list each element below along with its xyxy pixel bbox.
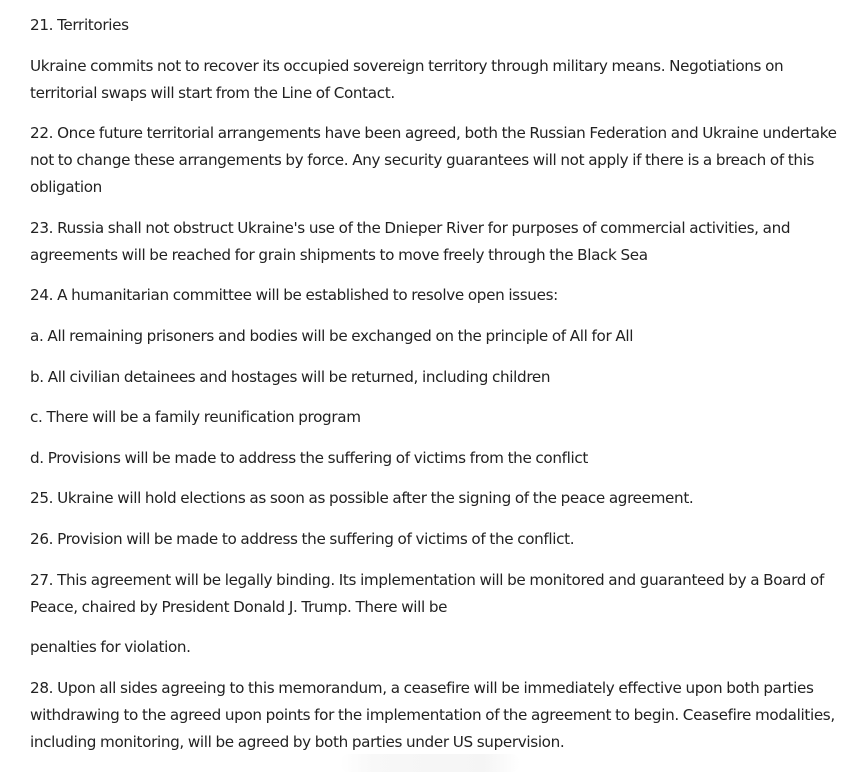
list-item-24d: d. Provisions will be made to address the suffering of victims from the conflict — [30, 448, 588, 467]
paragraph-27-continuation: penalties for violation. — [30, 638, 191, 657]
paragraph-26: 26. Provision will be made to address the suffering of victims of the conflict. — [30, 529, 575, 548]
list-item-24b: b. All civilian detainees and hostages will be returned, including children — [30, 367, 551, 386]
list-item-24a: a. All remaining prisoners and bodies will be exchanged on the principle of All for All — [30, 326, 634, 345]
paragraph-territories-commitment: Ukraine commits not to recover its occupied sovereign territory through military means. Negotiations on territorial swaps will start from the Line of Contact. — [30, 56, 784, 102]
paragraph-28: 28. Upon all sides agreeing to this memorandum, a ceasefire will be immediately effective upon both parties withdrawing to the agreed upon points for the implementation of the agreement to begin. Ceasefire modalities, including monitoring, will be agreed by both parties under US supervision. — [30, 678, 835, 751]
paragraph-25: 25. Ukraine will hold elections as soon as possible after the signing of the peace agreement. — [30, 489, 694, 508]
list-item-24c: c. There will be a family reunification program — [30, 408, 361, 427]
paragraph-22: 22. Once future territorial arrangements have been agreed, both the Russian Federation and Ukraine undertake not to change these arrangements by force. Any security guarantees will not apply if there is a breach of this obligation — [30, 124, 837, 197]
document-body — [30, 12, 838, 756]
paragraph-24: 24. A humanitarian committee will be established to resolve open issues: — [30, 286, 558, 305]
paragraph-23: 23. Russia shall not obstruct Ukraine's use of the Dnieper River for purposes of commercial activities, and agreements will be reached for grain shipments to move freely through the Black Sea — [30, 218, 791, 264]
section-heading-territories: 21. Territories — [30, 16, 129, 34]
watermark-band — [340, 754, 520, 772]
paragraph-27: 27. This agreement will be legally binding. Its implementation will be monitored and guaranteed by a Board of Peace, chaired by President Donald J. Trump. There will be — [30, 570, 824, 616]
